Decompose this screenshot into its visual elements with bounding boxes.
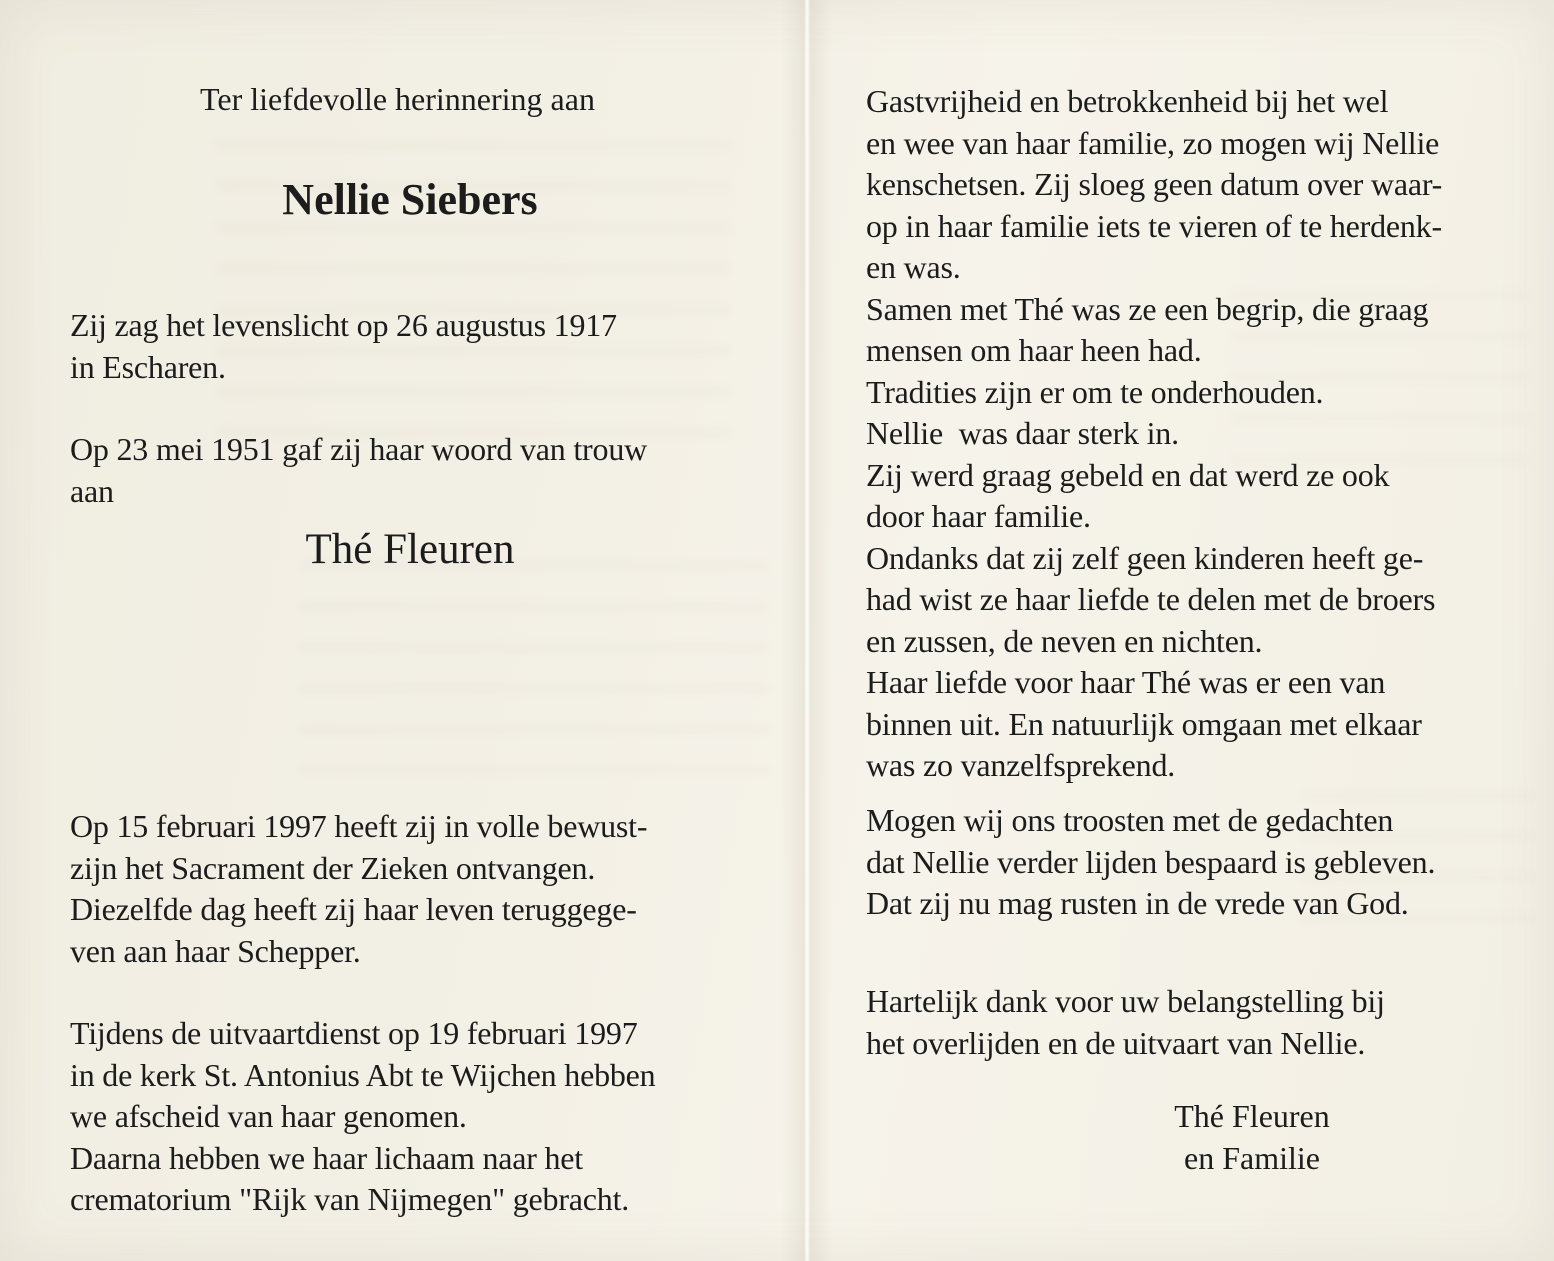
text-line: in de kerk St. Antonius Abt te Wijchen hebben bbox=[70, 1056, 656, 1093]
text-line: was zo vanzelfsprekend. bbox=[866, 747, 1176, 783]
text-line: aan bbox=[70, 472, 114, 509]
text-line: Hartelijk dank voor uw belangstelling bij bbox=[866, 983, 1385, 1019]
text-line: Gastvrijheid en betrokkenheid bij het wel bbox=[866, 83, 1389, 119]
signature-family: en Familie bbox=[1184, 1139, 1320, 1176]
text-line: binnen uit. En natuurlijk omgaan met elkaar bbox=[866, 705, 1422, 742]
text-line: Tijdens de uitvaartdienst op 19 februari 1997 bbox=[70, 1015, 638, 1051]
consolation-paragraph bbox=[866, 800, 1546, 925]
memories-paragraph bbox=[866, 81, 1546, 787]
text-line: Ondanks dat zij zelf geen kinderen heeft ge- bbox=[866, 539, 1424, 576]
intro-line: Ter liefdevolle herinnering aan bbox=[200, 81, 595, 117]
text-line: Diezelfde dag heeft zij haar leven teruggege- bbox=[70, 891, 637, 927]
text-line: Samen met Thé was ze een begrip, die graag bbox=[866, 290, 1429, 327]
text-line: het overlijden en de uitvaart van Nellie. bbox=[866, 1024, 1366, 1061]
thanks-paragraph bbox=[866, 981, 1546, 1064]
text-line: zijn het Sacrament der Zieken ontvangen. bbox=[70, 849, 596, 886]
text-line: mensen om haar heen had. bbox=[866, 332, 1202, 368]
text-line: Daarna hebben we haar lichaam naar het bbox=[70, 1139, 583, 1176]
text-line: crematorium "Rijk van Nijmegen" gebracht. bbox=[70, 1181, 630, 1217]
text-line: Dat zij nu mag rusten in de vrede van God. bbox=[866, 885, 1409, 921]
text-line: ven aan haar Schepper. bbox=[70, 932, 361, 969]
text-line: Op 23 mei 1951 gaf zij haar woord van trouw bbox=[70, 431, 648, 467]
text-line: Mogen wij ons troosten met de gedachten bbox=[866, 802, 1394, 838]
text-line: had wist ze haar liefde te delen met de broers bbox=[866, 581, 1436, 617]
text-line: kenschetsen. Zij sloeg geen datum over waar- bbox=[866, 166, 1443, 202]
text-line: door haar familie. bbox=[866, 498, 1091, 534]
text-line: en wee van haar familie, zo mogen wij Nellie bbox=[866, 124, 1440, 161]
signature-block bbox=[1052, 1096, 1452, 1179]
text-line: dat Nellie verder lijden bespaard is gebleven. bbox=[866, 843, 1436, 880]
signature-name: Thé Fleuren bbox=[1174, 1098, 1330, 1134]
text-line: en was. bbox=[866, 249, 961, 285]
deceased-name: Nellie Siebers bbox=[282, 175, 538, 224]
text-line: we afscheid van haar genomen. bbox=[70, 1098, 467, 1134]
text-line: Tradities zijn er om te onderhouden. bbox=[866, 373, 1324, 410]
spouse-name: Thé Fleuren bbox=[305, 526, 515, 573]
text-line: Haar liefde voor haar Thé was er een van bbox=[866, 664, 1386, 700]
text-line: en zussen, de neven en nichten. bbox=[866, 622, 1263, 659]
text-line: Op 15 februari 1997 heeft zij in volle bewust- bbox=[70, 808, 648, 844]
text-line: Zij werd graag gebeld en dat werd ze ook bbox=[866, 456, 1390, 493]
text-line: Nellie was daar sterk in. bbox=[866, 415, 1179, 451]
text-line: Zij zag het levenslicht op 26 augustus 1917 bbox=[70, 307, 617, 343]
text-line: op in haar familie iets te vieren of te herdenk- bbox=[866, 207, 1442, 244]
text-line: in Escharen. bbox=[70, 348, 226, 385]
